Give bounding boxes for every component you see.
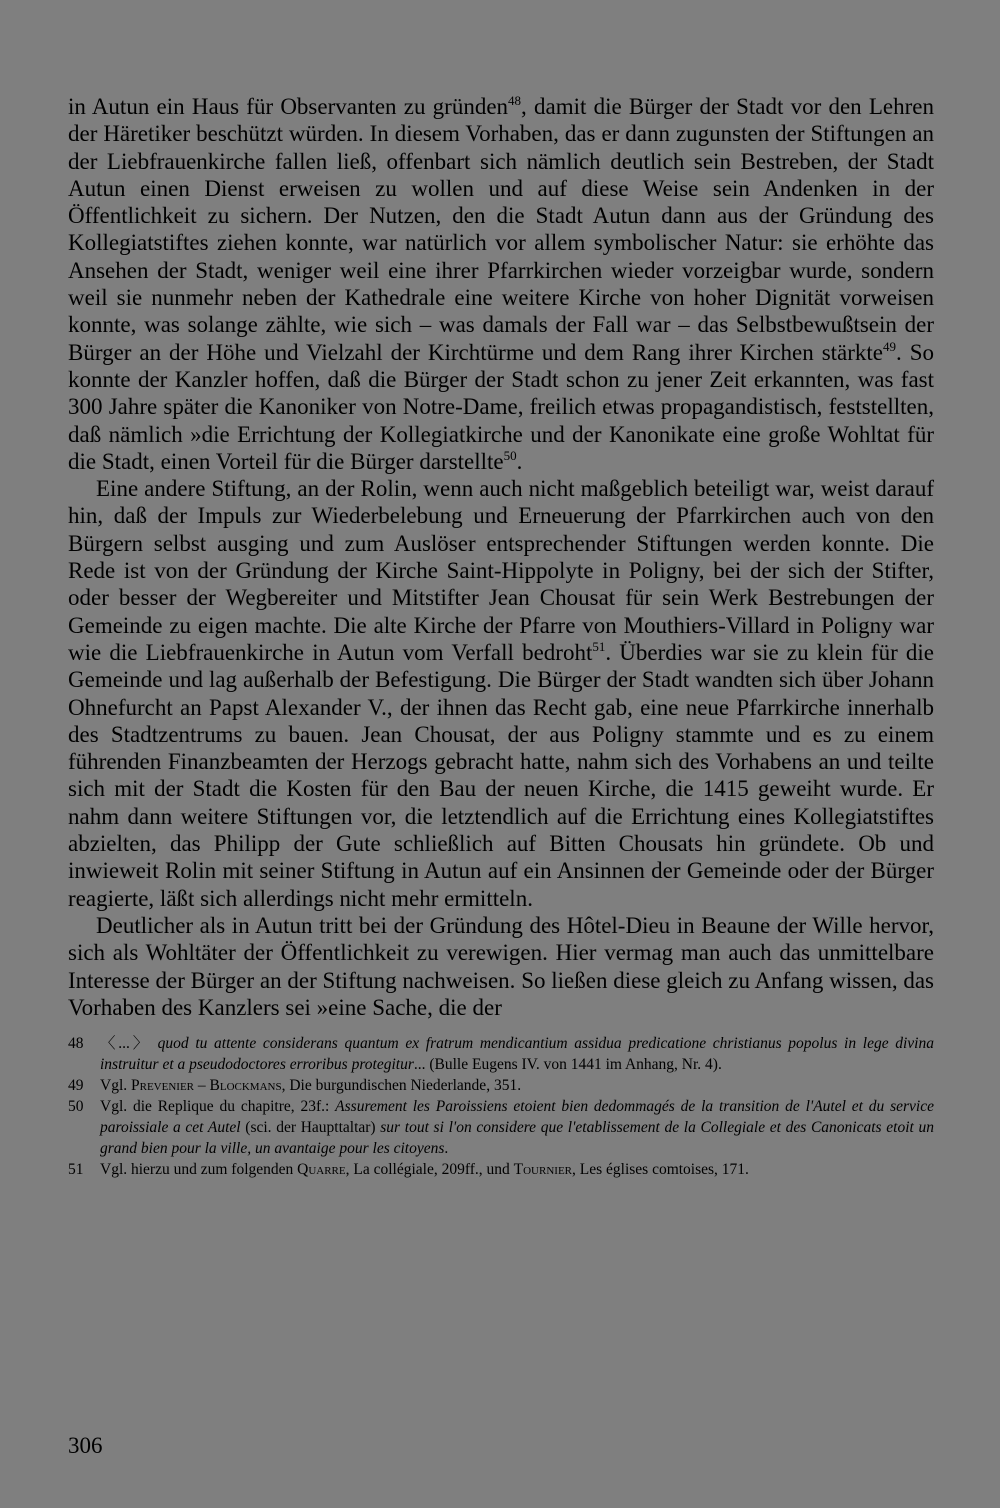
footnote-number: 50	[68, 1098, 84, 1116]
italic-text: Assurement les Paroissiens etoient bien dedommagés de la transition de l'Autel et du service paroissiale a cet Autel	[100, 1098, 934, 1137]
text-run: Deutlicher als in Autun tritt bei der Gründung des Hôtel-Dieu in Beaune der Wille hervor, sich als Wohltäter der Öffentlichkeit zu verewigen. Hier vermag man auch das unmittelbare Interesse der Bürger an der Stiftung nachweisen. So ließen diese gleich zu Anfang wissen, das Vorhaben des Kanzlers sei »eine Sache, die der	[68, 912, 934, 1020]
author-name: Prevenier	[131, 1077, 195, 1095]
text-run: . Überdies war sie zu klein für die Gemeinde und lag außerhalb der Befestigung. Die Bürger der Stadt wandten sich über Johann Ohnefurcht an Papst Alexander V., der ihnen das Recht gab, eine neue Pfarrkirche innerhalb des Stadtzentrums zu bauen. Jean Chousat, der aus Poligny stammte und es zu einem führenden Finanzbeamten der Herzogs gebracht hatte, nahm sich des Vorhabens an und teilte sich mit der Stadt die Kosten für den Bau der neuen Kirche, die 1415 geweiht wurde. Er nahm dann weitere Stiftungen vor, die letztendlich auf die Errichtung eines Kollegiatstiftes abzielten, das Philipp der Gute schließlich auf Bitten Chousats hin gründete. Ob und inwieweit Rolin mit seiner Stiftung in Autun auf ein Ansinnen der Gemeinde oder der Bürger reagierte, läßt sich allerdings nicht mehr ermitteln.	[68, 639, 935, 911]
italic-text: sur tout si l'on considere que l'etablissement de la Collegiale et des Canonicats etoit un grand bien pour la ville, un avantaige pour les citoyens	[100, 1119, 934, 1158]
footnote-number: 51	[68, 1161, 84, 1179]
text-run: . So konnte der Kanzler hoffen, daß die Bürger der Stadt schon zu jener Zeit erkannten, was fast 300 Jahre später die Kanoniker von Notre-Dame, freilich etwas propagandistisch, feststellten, daß nämlich »die Errichtung der Kollegiatkirche und der Kanonikate eine große Wohltat für die Stadt, einen Vorteil für die Bürger darstellte	[68, 339, 934, 474]
text-run: Vgl. hierzu und zum folgenden	[100, 1161, 298, 1179]
footnote-text	[100, 1033, 934, 1075]
footnote-number: 49	[68, 1077, 84, 1095]
body-text	[68, 93, 934, 1021]
text-run: –	[194, 1077, 210, 1095]
author-name: Quarre	[297, 1161, 346, 1179]
footnote	[68, 1033, 934, 1075]
footnotes	[68, 1033, 934, 1180]
footnote	[68, 1096, 934, 1159]
footnote-number: 48	[68, 1035, 84, 1053]
text-run: 〈...〉	[100, 1035, 158, 1053]
footnote-reference: 50	[503, 447, 517, 463]
body-paragraph	[68, 475, 934, 912]
text-run: (sci. der Haupttaltar)	[240, 1119, 381, 1137]
text-run: ... (Bulle Eugens IV. von 1441 im Anhang, Nr. 4).	[413, 1056, 722, 1074]
footnote-reference: 51	[592, 638, 606, 654]
footnote-text	[100, 1075, 934, 1096]
page-number: 306	[68, 1433, 103, 1458]
text-run: , Die burgundischen Niederlande, 351.	[281, 1077, 522, 1095]
italic-text: quod tu attente considerans quantum ex fratrum mendicantium assidua predicatione christianus popolus in lege divina instruitur et a pseudodoctores erroribus protegitur	[100, 1035, 934, 1074]
text-run: , La collégiale, 209ff., und	[345, 1161, 514, 1179]
footnote	[68, 1159, 934, 1180]
author-name: Blockmans	[209, 1077, 282, 1095]
footnote-reference: 48	[508, 93, 522, 108]
body-paragraph	[68, 93, 934, 475]
footnote-text	[100, 1096, 934, 1159]
footnote-reference: 49	[883, 338, 897, 354]
text-run: Vgl. die Replique du chapitre, 23f.:	[100, 1098, 336, 1116]
text-run: Eine andere Stiftung, an der Rolin, wenn auch nicht maßgeblich beteiligt war, weist darauf hin, daß der Impuls zur Wiederbelebung und Erneuerung der Pfarrkirchen auch von den Bürgern selbst ausging und zum Auslöser entsprechender Stiftungen werden konnte. Die Rede ist von der Gründung der Kirche Saint-Hippolyte in Poligny, bei der sich der Stifter, oder besser der Wegbereiter und Mitstifter Jean Chousat für sein Werk Bestrebungen der Gemeinde zu eigen machte. Die alte Kirche der Pfarre von Mouthiers-Villard in Poligny war wie die Liebfrauenkirche in Autun vom Verfall bedroht	[68, 476, 934, 665]
text-run: , Les églises comtoises, 171.	[572, 1161, 749, 1179]
text-run: .	[516, 448, 523, 474]
author-name: Tournier	[513, 1161, 572, 1179]
text-run: , damit die Bürger der Stadt vor den Lehren der Häretiker beschützt würden. In diesem Vorhaben, das er dann zugunsten der Stiftungen an der Liebfrauenkirche fallen ließ, offenbart sich nämlich deutlich sein Bestreben, der Stadt Autun einen Dienst erweisen zu wollen und auf diese Weise sein Andenken in der Öffentlichkeit zu sichern. Der Nutzen, den die Stadt Autun dann aus der Gründung des Kollegiatstiftes ziehen konnte, war natürlich vor allem symbolischer Natur: sie erhöhte das Ansehen der Stadt, weniger weil eine ihrer Pfarrkirchen wieder vorzeigbar wurde, sondern weil sie nunmehr neben der Kathedrale eine weitere Kirche von hoher Dignität vorweisen konnte, was solange zählte, wie sich – was damals der Fall war – das Selbstbewußtsein der Bürger an der Höhe und Vielzahl der Kirchtürme und dem Rang ihrer Kirchen stärkte	[68, 94, 934, 365]
text-run: Vgl.	[100, 1077, 131, 1095]
text-run: .	[444, 1140, 449, 1158]
footnote-text	[100, 1159, 934, 1180]
text-run: in Autun ein Haus für Observanten zu gründen	[68, 94, 509, 119]
body-paragraph	[68, 912, 934, 1021]
footnote	[68, 1075, 934, 1096]
